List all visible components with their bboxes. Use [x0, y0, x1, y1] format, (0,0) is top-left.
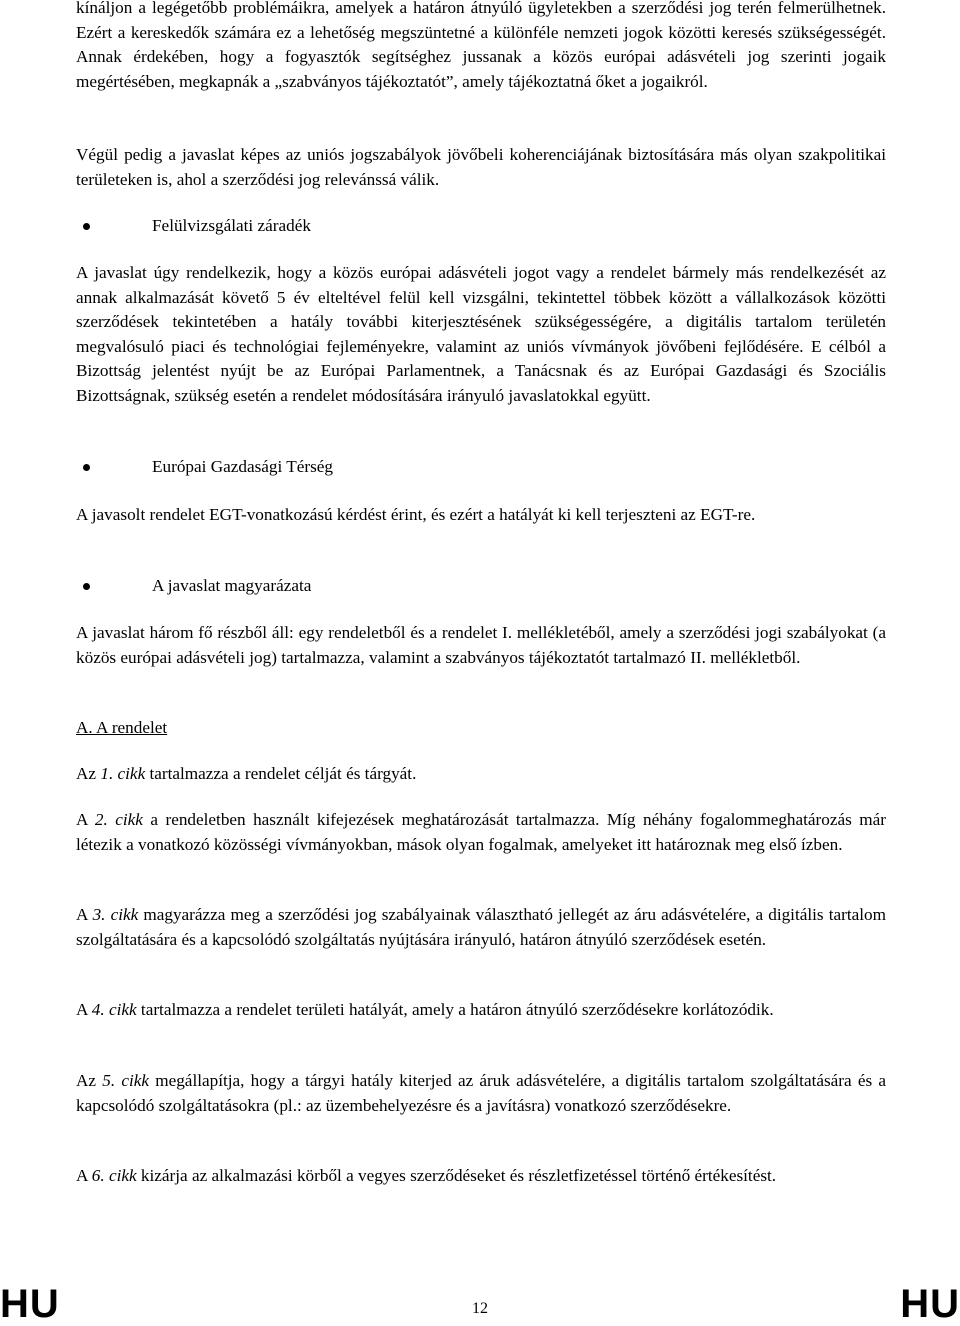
- paragraph-review-clause: A javaslat úgy rendelkezik, hogy a közös európai adásvételi jogot vagy a rendelet bármely más rendelkezését az annak alkalmazását követő 5 év elteltével felül kell vizsgálni, tekintettel többek között a vállalkozások közötti szerződések tekintetében a hatály további kiterjesztésének szükségességére, a digitális tartalom területén megvalósuló piaci és technológiai fejleményekre, valamint az uniós vívmányok jövőbeni fejlődésére. E célból a Bizottság jelentést nyújt be az Európai Parlamentnek, a Tanácsnak és az Európai Gazdasági és Szociális Bizottságnak, szükség esetén a rendelet módosítására irányuló javaslatokkal együtt.: [76, 263, 886, 405]
- article-ref: 1. cikk: [100, 764, 146, 783]
- article-ref: 2. cikk: [94, 810, 143, 829]
- bullet-eea: [76, 455, 886, 480]
- article-ref: 6. cikk: [91, 1166, 137, 1185]
- bullet-label: Európai Gazdasági Térség: [152, 457, 334, 476]
- bullet-review-clause: [76, 214, 886, 239]
- paragraph-article-6: A 6. cikk kizárja az alkalmazási körből a vegyes szerződéseket és részletfizetéssel történő értékesítést.: [76, 1166, 777, 1185]
- bullet-label: A javaslat magyarázata: [152, 576, 312, 595]
- paragraph-eea: A javasolt rendelet EGT-vonatkozású kérdést érint, és ezért a hatályát ki kell terjeszteni az EGT-re.: [76, 505, 756, 524]
- bullet-label: Felülvizsgálati záradék: [152, 216, 311, 235]
- paragraph-article-2: A 2. cikk a rendeletben használt kifejezések meghatározását tartalmazza. Míg néhány fogalommeghatározás már létezik a vonatkozó közösségi vívmányokban, mások olyan fogalmak, amelyeket itt határoznak meg első ízben.: [76, 810, 886, 854]
- paragraph-explanation: A javaslat három fő részből áll: egy rendeletből és a rendelet I. mellékletéből, amely a szerződési jogi szabályokat (a közös európai adásvételi jog) tartalmazza, valamint a szabványos tájékoztatót tartalmazó II. mellékletből.: [76, 623, 886, 667]
- article-ref: 5. cikk: [102, 1071, 150, 1090]
- paragraph-article-3: A 3. cikk magyarázza meg a szerződési jog szabályainak választható jellegét az áru adásvételére, a digitális tartalom szolgáltatására és a kapcsolódó szolgáltatás nyújtására irányuló, határon átnyúló szerződések esetén.: [76, 905, 886, 949]
- paragraph-intro: kínáljon a legégetőbb problémáikra, amelyek a határon átnyúló ügyletekben a szerződési jog terén felmerülhetnek. Ezért a kereskedők számára ez a lehetőség megszüntetné a különféle nemzeti jogok közötti keresés szükségességét. Annak érdekében, hogy a fogyasztók segítséghez jussanak a közös európai adásvételi jog szerinti jogaik megértésében, megkapnák a „szabványos tájékoztatót”, amely tájékoztatná őket a jogaikról.: [76, 0, 886, 91]
- article-ref: 3. cikk: [92, 905, 139, 924]
- footer-language-right: HU: [900, 1282, 960, 1326]
- bullet-icon: [83, 583, 90, 590]
- paragraph-coherence: Végül pedig a javaslat képes az uniós jogszabályok jövőbeli koherenciájának biztosítására más olyan szakpolitikai területeken is, ahol a szerződési jog relevánssá válik.: [76, 145, 886, 189]
- page-number: 12: [472, 1300, 488, 1317]
- article-ref: 4. cikk: [91, 1000, 137, 1019]
- bullet-explanation: [76, 574, 886, 599]
- heading-regulation: A. A rendelet: [76, 718, 168, 737]
- bullet-icon: [83, 223, 90, 230]
- bullet-icon: [83, 464, 90, 471]
- paragraph-article-5: Az 5. cikk megállapítja, hogy a tárgyi hatály kiterjed az áruk adásvételére, a digitális tartalom szolgáltatására és a kapcsolódó szolgáltatásokra (pl.: az üzembehelyezésre és a javításra) vonatkozó szerződésekre.: [76, 1071, 886, 1115]
- paragraph-article-4: A 4. cikk tartalmazza a rendelet területi hatályát, amely a határon átnyúló szerződésekre korlátozódik.: [76, 1000, 774, 1019]
- paragraph-article-1: Az 1. cikk tartalmazza a rendelet célját és tárgyát.: [76, 764, 417, 783]
- footer-language-left: HU: [0, 1282, 60, 1326]
